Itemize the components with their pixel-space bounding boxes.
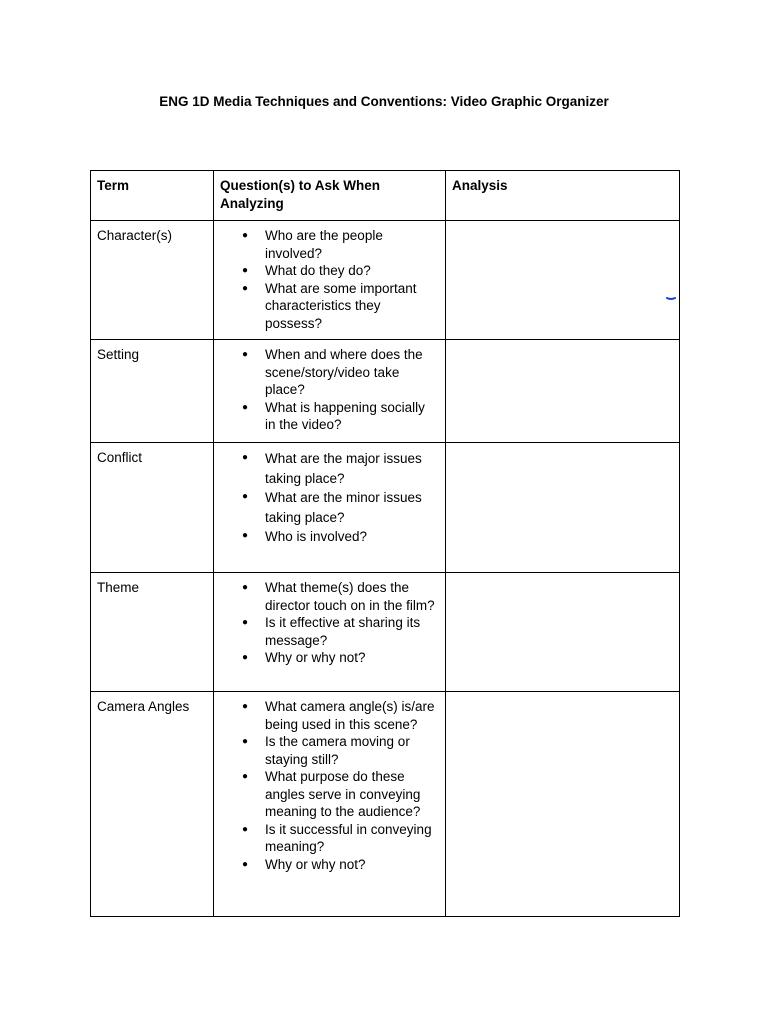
- table-row-camera-angles: [91, 692, 680, 917]
- question-item: ● Is it successful in conveying meaning?: [265, 821, 439, 856]
- term-cell: Setting: [91, 340, 214, 443]
- header-term: Term: [91, 171, 214, 221]
- analysis-cell[interactable]: [446, 221, 680, 340]
- header-questions: Question(s) to Ask When Analyzing: [214, 171, 446, 221]
- analysis-cell[interactable]: [446, 573, 680, 692]
- question-list: [220, 449, 439, 547]
- pen-mark: [666, 295, 676, 301]
- question-list: [220, 698, 439, 873]
- question-item: ● Is it effective at sharing its message?: [265, 614, 439, 649]
- question-item: ● What are the minor issues taking place?: [265, 488, 439, 527]
- questions-cell: [214, 221, 446, 340]
- term-cell: Conflict: [91, 443, 214, 573]
- question-item: ● What are some important characteristics they possess?: [265, 280, 439, 333]
- question-item: ● What theme(s) does the director touch on in the film?: [265, 579, 439, 614]
- table-row-theme: [91, 573, 680, 692]
- question-item: ● Who is involved?: [265, 527, 439, 547]
- table-row-setting: [91, 340, 680, 443]
- question-item: ● What camera angle(s) is/are being used in this scene?: [265, 698, 439, 733]
- analysis-cell[interactable]: [446, 443, 680, 573]
- question-item: ● Who are the people involved?: [265, 227, 439, 262]
- graphic-organizer-table: [90, 170, 680, 917]
- question-item: ● Why or why not?: [265, 856, 439, 874]
- document-title: ENG 1D Media Techniques and Conventions: Video Graphic Organizer: [159, 94, 609, 109]
- header-analysis: Analysis: [446, 171, 680, 221]
- table-row-conflict: [91, 443, 680, 573]
- term-cell: Camera Angles: [91, 692, 214, 917]
- header-row: [91, 171, 680, 221]
- analysis-cell[interactable]: [446, 692, 680, 917]
- question-list: [220, 579, 439, 667]
- question-item: ● What do they do?: [265, 262, 439, 280]
- term-cell: Theme: [91, 573, 214, 692]
- analysis-cell[interactable]: [446, 340, 680, 443]
- question-item: ● When and where does the scene/story/video take place?: [265, 346, 439, 399]
- question-item: ● Is the camera moving or staying still?: [265, 733, 439, 768]
- questions-cell: [214, 573, 446, 692]
- question-item: ● Why or why not?: [265, 649, 439, 667]
- question-list: [220, 227, 439, 332]
- question-item: ● What are the major issues taking place?: [265, 449, 439, 488]
- question-item: ● What purpose do these angles serve in conveying meaning to the audience?: [265, 768, 439, 821]
- term-cell: Character(s): [91, 221, 214, 340]
- questions-cell: [214, 692, 446, 917]
- question-list: [220, 346, 439, 434]
- question-item: ● What is happening socially in the video?: [265, 399, 439, 434]
- table-row-characters: [91, 221, 680, 340]
- questions-cell: [214, 443, 446, 573]
- questions-cell: [214, 340, 446, 443]
